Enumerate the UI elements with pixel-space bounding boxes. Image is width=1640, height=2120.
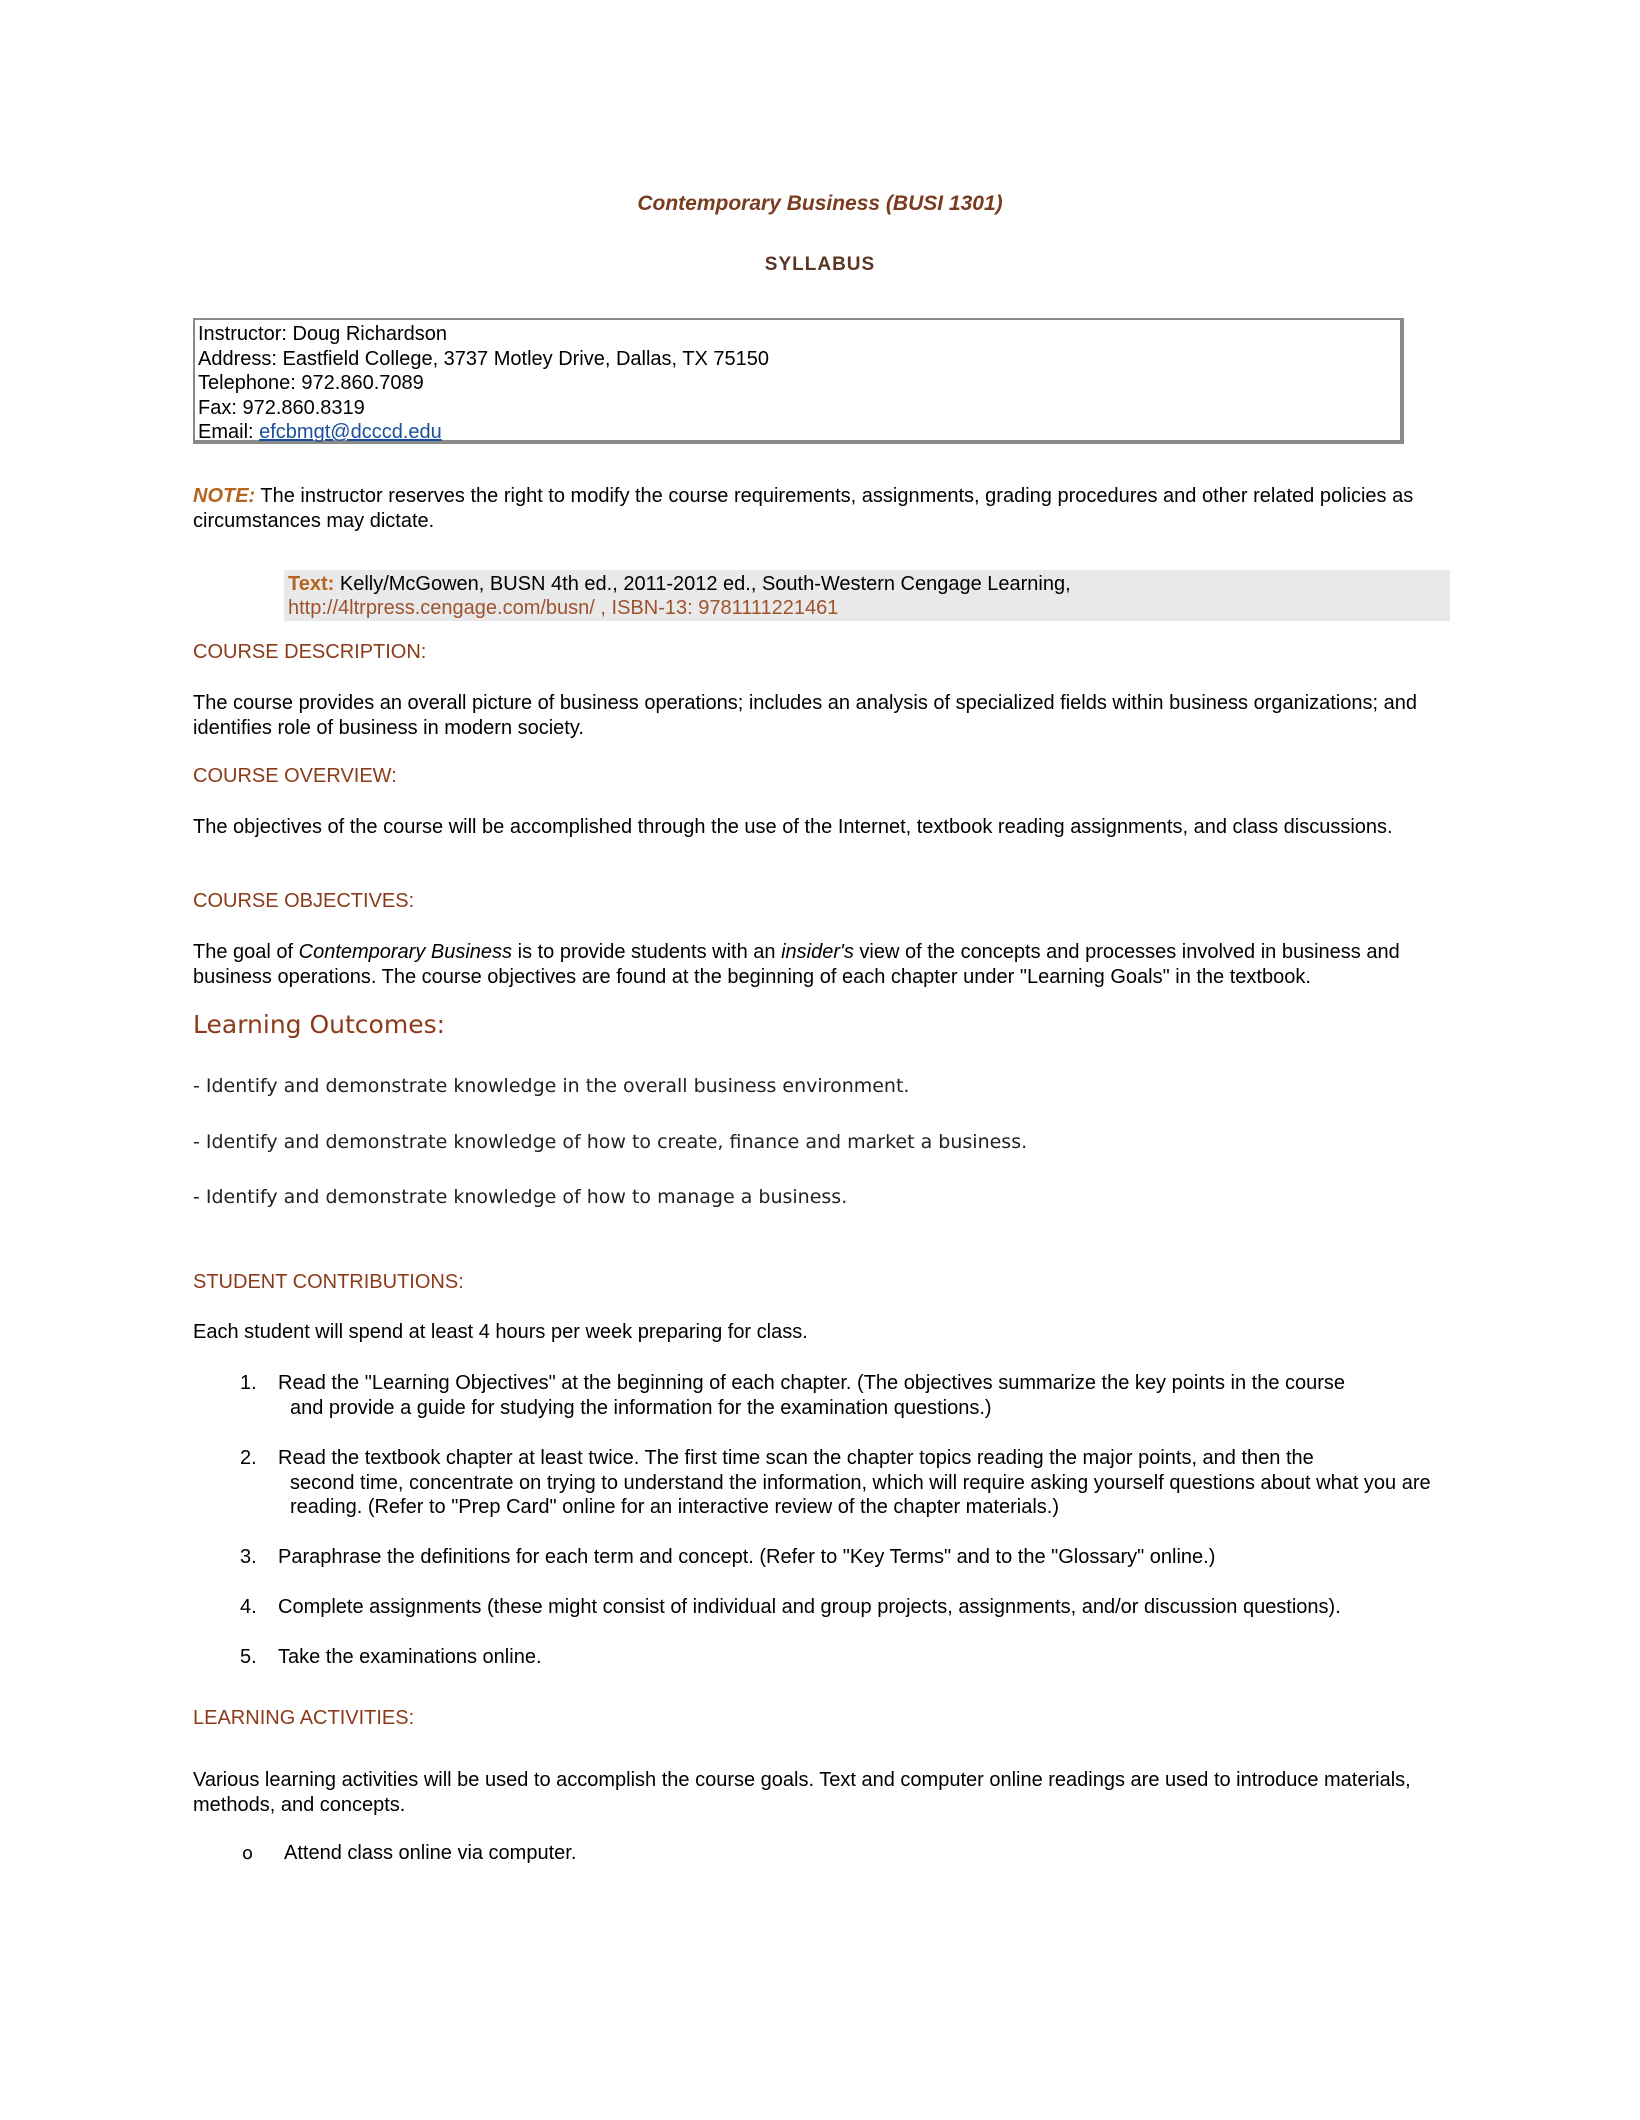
- textbook-isbn: , ISBN-13: 9781111221461: [594, 597, 839, 619]
- textbook-text: Kelly/McGowen, BUSN 4th ed., 2011-2012 ed., South-Western Cengage Learning,: [334, 573, 1071, 595]
- fax-line: Fax: 972.860.8319: [198, 396, 365, 419]
- learning-outcome-item: - Identify and demonstrate knowledge in the overall business environment.: [193, 1075, 910, 1097]
- contributions-list: [240, 1446, 1460, 1520]
- learning-outcome-item: - Identify and demonstrate knowledge of how to manage a business.: [193, 1186, 848, 1208]
- telephone-line: Telephone: 972.860.7089: [198, 372, 424, 394]
- course-objectives-heading: COURSE OBJECTIVES:: [193, 890, 415, 912]
- email-label: Email:: [198, 421, 260, 443]
- student-contributions-heading: STUDENT CONTRIBUTIONS:: [193, 1271, 464, 1293]
- list-item: 3. Paraphrase the definitions for each term and concept. (Refer to "Key Terms" and to the "Glossary" online.): [240, 1546, 1216, 1568]
- bullet-icon: o: [242, 1843, 254, 1864]
- course-overview-text: The objectives of the course will be accomplished through the use of the Internet, textbook reading assignments, and class discussions.: [193, 816, 1393, 838]
- note-text: The instructor reserves the right to modify the course requirements, assignments, grading procedures and other related policies as circumstances may dictate.: [193, 485, 1414, 532]
- list-item: 1. Read the "Learning Objectives" at the beginning of each chapter. (The objectives summarize the key points in the course and provide a guide for studying the information for the examination questions.): [240, 1372, 1346, 1419]
- list-item: 5. Take the examinations online.: [240, 1646, 542, 1668]
- student-contributions-intro: Each student will spend at least 4 hours per week preparing for class.: [193, 1321, 808, 1343]
- course-objectives-text: The goal of Contemporary Business is to provide students with an insider's view of the concepts and processes involved in business and business operations. The course objectives are found at the beginning of each chapter under "Learning Goals" in the textbook.: [193, 941, 1400, 988]
- email-link[interactable]: efcbmgt@dcccd.edu: [259, 421, 442, 443]
- contributions-list: [240, 1371, 1460, 1420]
- course-description-heading: COURSE DESCRIPTION:: [193, 641, 427, 663]
- learning-activities-text: Various learning activities will be used to accomplish the course goals. Text and computer online readings are used to introduce materials, methods, and concepts.: [193, 1769, 1411, 1816]
- note-paragraph: [193, 484, 1453, 533]
- document-title: Contemporary Business (BUSI 1301): [637, 192, 1003, 215]
- course-overview-heading: COURSE OVERVIEW:: [193, 765, 397, 787]
- contact-box: [193, 318, 1404, 444]
- instructor-line: Instructor: Doug Richardson: [198, 323, 448, 345]
- contributions-list: [240, 1595, 1460, 1620]
- textbook-link[interactable]: http://4ltrpress.cengage.com/busn/: [288, 597, 595, 619]
- learning-outcomes-heading: Learning Outcomes:: [193, 1010, 446, 1039]
- document-subtitle: SYLLABUS: [764, 254, 876, 275]
- address-line: Address: Eastfield College, 3737 Motley Drive, Dallas, TX 75150: [198, 347, 770, 370]
- email-line: [198, 420, 1400, 445]
- list-item: 4. Complete assignments (these might consist of individual and group projects, assignments, and/or discussion questions).: [240, 1596, 1341, 1618]
- textbook-label: Text:: [288, 573, 335, 595]
- learning-outcome-item: - Identify and demonstrate knowledge of how to create, finance and market a business.: [193, 1131, 1028, 1153]
- note-label: NOTE:: [193, 485, 256, 507]
- contributions-list: [240, 1545, 1460, 1570]
- list-item: 2. Read the textbook chapter at least twice. The first time scan the chapter topics reading the major points, and then the second time, concentrate on trying to understand the information, which will require asking yourself questions about what you are reading. (Refer to "Prep Card" online for an interactive review of the chapter materials.): [240, 1447, 1431, 1518]
- textbook-box: [284, 570, 1450, 621]
- learning-activities-heading: LEARNING ACTIVITIES:: [193, 1707, 415, 1729]
- contributions-list: [240, 1645, 1460, 1670]
- course-description-text: The course provides an overall picture of business operations; includes an analysis of specialized fields within business organizations; and identifies role of business in modern society.: [193, 692, 1418, 739]
- activity-bullet-item: o Attend class online via computer.: [242, 1842, 577, 1864]
